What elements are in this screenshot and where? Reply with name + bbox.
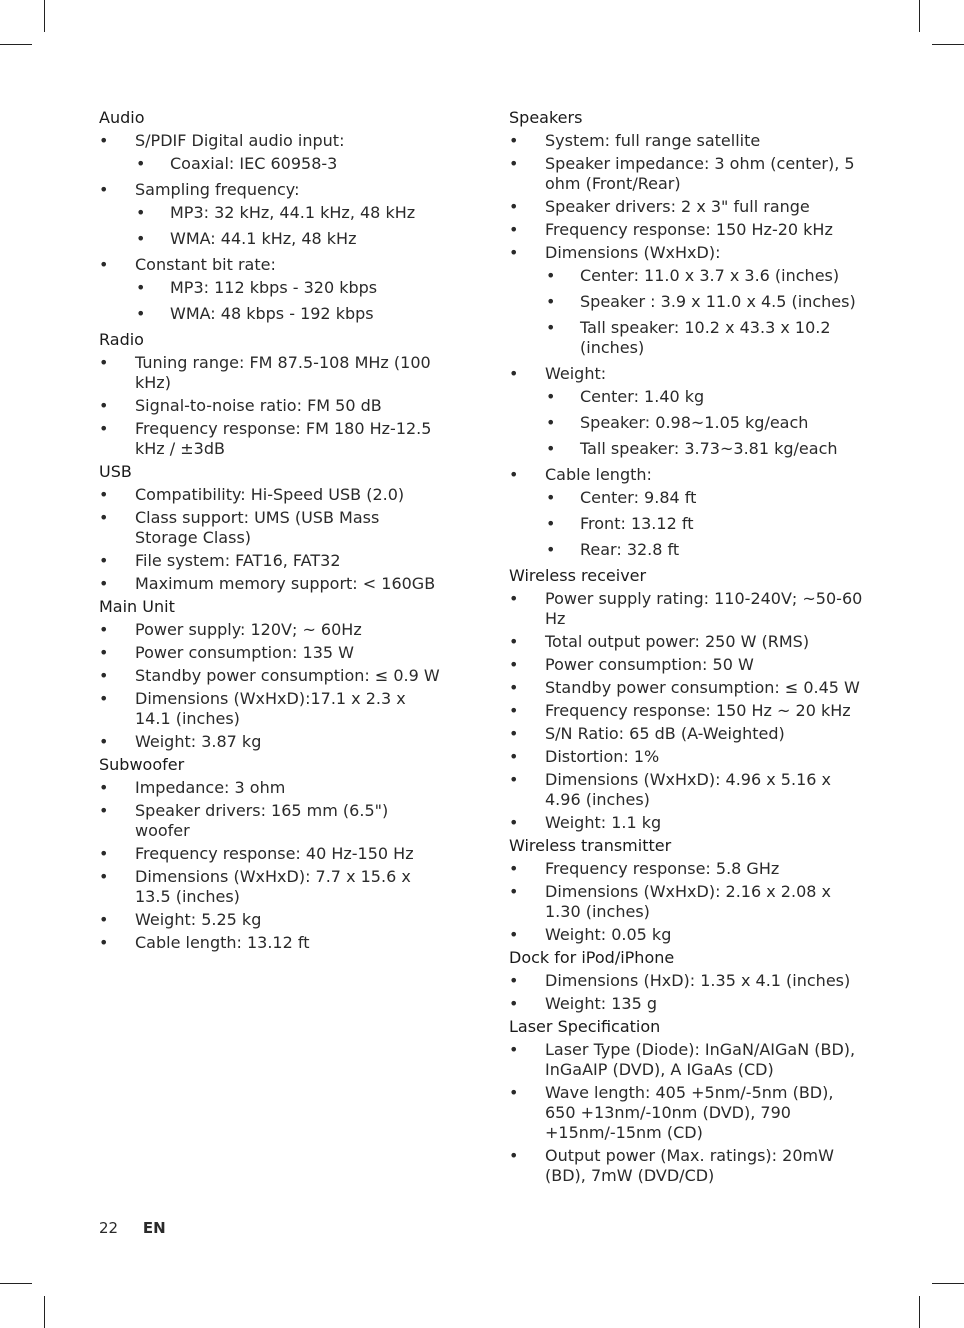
spec-subitem: • Front: 13.12 ft <box>509 514 869 534</box>
spec-item: • Dimensions (WxHxD): 4.96 x 5.16 x 4.96 (inches) <box>509 770 869 810</box>
spec-item: • Frequency response: 40 Hz-150 Hz <box>99 844 444 864</box>
spec-item: • Frequency response: 5.8 GHz <box>509 859 869 879</box>
spec-item: • Weight: 1.1 kg <box>509 813 869 833</box>
spec-item: • Weight: 3.87 kg <box>99 732 444 752</box>
section-title-dock-for-ipod-iphone: Dock for iPod/iPhone <box>509 948 675 967</box>
spec-item: • S/PDIF Digital audio input: <box>99 131 444 151</box>
spec-subitem: • MP3: 32 kHz, 44.1 kHz, 48 kHz <box>99 203 444 223</box>
spec-subitem: • MP3: 112 kbps - 320 kbps <box>99 278 444 298</box>
language-code: EN <box>142 1219 166 1237</box>
spec-item: • Dimensions (WxHxD): <box>509 243 869 263</box>
section-title-wireless-transmitter: Wireless transmitter <box>509 836 672 855</box>
spec-item: • Wave length: 405 +5nm/-5nm (BD), 650 +13nm/-10nm (DVD), 790 +15nm/-15nm (CD) <box>509 1083 869 1143</box>
spec-item: • Weight: <box>509 364 869 384</box>
section-title-wireless-receiver: Wireless receiver <box>509 566 647 585</box>
spec-item: • Dimensions (WxHxD): 7.7 x 15.6 x 13.5 (inches) <box>99 867 444 907</box>
spec-subitem: • Tall speaker: 10.2 x 43.3 x 10.2 (inches) <box>509 318 869 358</box>
spec-subitem: • Coaxial: IEC 60958-3 <box>99 154 444 174</box>
spec-item: • Impedance: 3 ohm <box>99 778 444 798</box>
spec-item: • File system: FAT16, FAT32 <box>99 551 444 571</box>
spec-item: • Power consumption: 50 W <box>509 655 869 675</box>
spec-item: • Laser Type (Diode): InGaN/AIGaN (BD), InGaAIP (DVD), A IGaAs (CD) <box>509 1040 869 1080</box>
spec-item: • Frequency response: 150 Hz ~ 20 kHz <box>509 701 869 721</box>
spec-item: • S/N Ratio: 65 dB (A-Weighted) <box>509 724 869 744</box>
right-column <box>509 108 869 1189</box>
spec-subitem: • WMA: 48 kbps - 192 kbps <box>99 304 444 324</box>
spec-item: • Distortion: 1% <box>509 747 869 767</box>
crop-mark <box>932 1283 964 1284</box>
spec-item: • Speaker drivers: 2 x 3" full range <box>509 197 869 217</box>
left-column <box>99 108 444 956</box>
spec-item: • Dimensions (WxHxD): 2.16 x 2.08 x 1.30 (inches) <box>509 882 869 922</box>
spec-subitem: • Center: 11.0 x 3.7 x 3.6 (inches) <box>509 266 869 286</box>
spec-subitem: • Center: 9.84 ft <box>509 488 869 508</box>
spec-item: • Cable length: 13.12 ft <box>99 933 444 953</box>
spec-item: • Weight: 5.25 kg <box>99 910 444 930</box>
spec-item: • Frequency response: FM 180 Hz-12.5 kHz / ±3dB <box>99 419 444 459</box>
spec-subitem: • Speaker : 3.9 x 11.0 x 4.5 (inches) <box>509 292 869 312</box>
spec-item: • Output power (Max. ratings): 20mW (BD), 7mW (DVD/CD) <box>509 1146 869 1186</box>
spec-item: • Tuning range: FM 87.5-108 MHz (100 kHz) <box>99 353 444 393</box>
page-number: 22 <box>99 1219 119 1237</box>
crop-mark <box>919 1296 920 1328</box>
spec-item: • Power consumption: 135 W <box>99 643 444 663</box>
spec-item: • Cable length: <box>509 465 869 485</box>
spec-item: • Speaker impedance: 3 ohm (center), 5 ohm (Front/Rear) <box>509 154 869 194</box>
section-title-speakers: Speakers <box>509 108 583 127</box>
spec-item: • Total output power: 250 W (RMS) <box>509 632 869 652</box>
spec-item: • Sampling frequency: <box>99 180 444 200</box>
section-title-radio: Radio <box>99 330 144 349</box>
spec-item: • System: full range satellite <box>509 131 869 151</box>
spec-item: • Power supply rating: 110-240V; ~50-60 Hz <box>509 589 869 629</box>
section-title-main-unit: Main Unit <box>99 597 175 616</box>
spec-item: • Maximum memory support: < 160GB <box>99 574 444 594</box>
spec-item: • Standby power consumption: ≤ 0.45 W <box>509 678 869 698</box>
spec-subitem: • Speaker: 0.98~1.05 kg/each <box>509 413 869 433</box>
spec-item: • Compatibility: Hi-Speed USB (2.0) <box>99 485 444 505</box>
spec-item: • Standby power consumption: ≤ 0.9 W <box>99 666 444 686</box>
spec-subitem: • Center: 1.40 kg <box>509 387 869 407</box>
spec-subitem: • Rear: 32.8 ft <box>509 540 869 560</box>
spec-item: • Class support: UMS (USB Mass Storage Class) <box>99 508 444 548</box>
crop-mark <box>0 1283 32 1284</box>
spec-subitem: • Tall speaker: 3.73~3.81 kg/each <box>509 439 869 459</box>
section-title-subwoofer: Subwoofer <box>99 755 185 774</box>
spec-item: • Dimensions (HxD): 1.35 x 4.1 (inches) <box>509 971 869 991</box>
crop-mark <box>0 44 32 45</box>
spec-item: • Signal-to-noise ratio: FM 50 dB <box>99 396 444 416</box>
spec-item: • Weight: 135 g <box>509 994 869 1014</box>
crop-mark <box>932 44 964 45</box>
section-title-usb: USB <box>99 462 132 481</box>
crop-mark <box>44 0 45 32</box>
spec-item: • Dimensions (WxHxD):17.1 x 2.3 x 14.1 (inches) <box>99 689 444 729</box>
spec-item: • Power supply: 120V; ~ 60Hz <box>99 620 444 640</box>
section-title-laser-specification: Laser Specification <box>509 1017 661 1036</box>
spec-item: • Weight: 0.05 kg <box>509 925 869 945</box>
section-title-audio: Audio <box>99 108 145 127</box>
crop-mark <box>44 1296 45 1328</box>
spec-item: • Speaker drivers: 165 mm (6.5") woofer <box>99 801 444 841</box>
crop-mark <box>919 0 920 32</box>
spec-subitem: • WMA: 44.1 kHz, 48 kHz <box>99 229 444 249</box>
page-footer <box>99 1219 166 1237</box>
spec-item: • Frequency response: 150 Hz-20 kHz <box>509 220 869 240</box>
spec-item: • Constant bit rate: <box>99 255 444 275</box>
